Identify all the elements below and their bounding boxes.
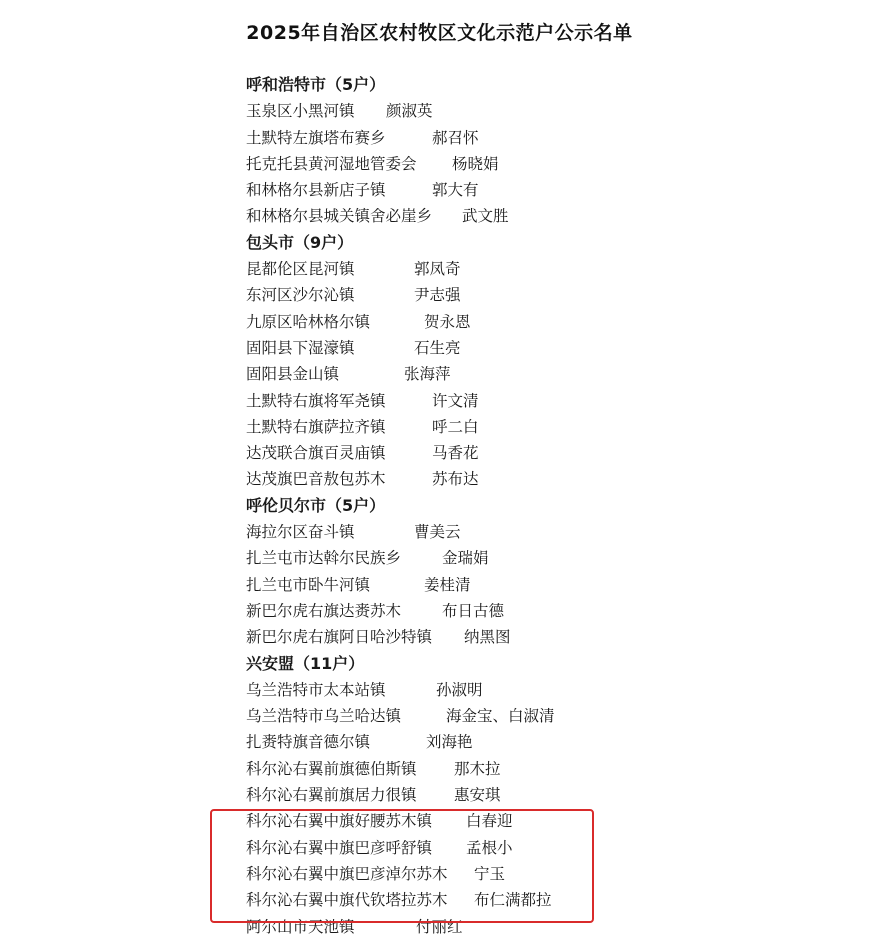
entry-person: 郭凤奇 <box>414 260 461 279</box>
entry-place: 科尔沁右翼前旗德伯斯镇 <box>246 759 417 778</box>
list-item <box>246 466 846 492</box>
list-item <box>246 598 846 624</box>
list-item <box>246 335 846 361</box>
entry-place: 达茂联合旗百灵庙镇 <box>246 444 386 463</box>
entry-place: 固阳县下湿濠镇 <box>246 338 355 357</box>
entry-person: 姜桂清 <box>424 575 471 594</box>
list-item <box>246 519 846 545</box>
entry-place: 扎兰屯市卧牛河镇 <box>246 575 371 594</box>
list-item <box>246 677 846 703</box>
entry-place: 科尔沁右翼前旗居力很镇 <box>246 786 417 805</box>
entry-place: 科尔沁右翼中旗巴彦淖尔苏木 <box>246 864 448 883</box>
entry-place: 东河区沙尔沁镇 <box>246 286 355 305</box>
section-heading-hulunbuir: 呼伦贝尔市（5户） <box>246 495 386 515</box>
entry-place: 新巴尔虎右旗达赉苏木 <box>246 601 402 620</box>
entry-person: 惠安琪 <box>454 786 501 805</box>
entry-person: 杨晓娟 <box>452 154 499 173</box>
list-item <box>246 782 846 808</box>
list-item <box>246 309 846 335</box>
list-item <box>246 440 846 466</box>
entry-person: 郝召怀 <box>432 128 479 147</box>
list-item <box>246 125 846 151</box>
entry-place: 扎兰屯市达斡尔民族乡 <box>246 549 402 568</box>
highlight-box <box>210 809 594 923</box>
entry-person: 曹美云 <box>414 523 461 542</box>
entry-place: 土默特右旗将军尧镇 <box>246 391 386 410</box>
document-title: 2025年自治区农村牧区文化示范户公示名单 <box>246 22 633 44</box>
entry-place: 科尔沁右翼中旗好腰苏木镇 <box>246 812 433 831</box>
entry-person: 宁玉 <box>474 864 506 883</box>
list-item <box>246 282 846 308</box>
entry-place: 九原区哈林格尔镇 <box>246 312 371 331</box>
entry-place: 玉泉区小黑河镇 <box>246 102 355 121</box>
entry-place: 扎赉特旗音德尔镇 <box>246 733 371 752</box>
entry-person: 马香花 <box>432 444 479 463</box>
entry-person: 海金宝、白淑清 <box>446 707 555 726</box>
entry-place: 新巴尔虎右旗阿日哈沙特镇 <box>246 628 433 647</box>
entry-place: 和林格尔县城关镇舍必崖乡 <box>246 207 433 226</box>
list-item <box>246 756 846 782</box>
entry-person: 孙淑明 <box>436 680 483 699</box>
entry-place: 乌兰浩特市乌兰哈达镇 <box>246 707 402 726</box>
entry-place: 固阳县金山镇 <box>246 365 340 384</box>
entry-person: 金瑞娟 <box>442 549 489 568</box>
entry-person: 孟根小 <box>466 838 513 857</box>
entry-place: 土默特左旗塔布赛乡 <box>246 128 386 147</box>
entry-person: 贺永恩 <box>424 312 471 331</box>
entry-person: 石生亮 <box>414 338 461 357</box>
entry-place: 土默特右旗萨拉齐镇 <box>246 417 386 436</box>
entry-person: 纳黑图 <box>464 628 511 647</box>
section-heading-xing-an: 兴安盟（11户） <box>246 653 365 673</box>
entry-person: 颜淑英 <box>386 102 433 121</box>
section-heading-baotou: 包头市（9户） <box>246 232 354 252</box>
entry-place: 科尔沁右翼中旗代钦塔拉苏木 <box>246 891 448 910</box>
entry-person: 白春迎 <box>466 812 513 831</box>
list-item <box>246 361 846 387</box>
list-item <box>246 151 846 177</box>
entry-person: 付丽红 <box>416 917 463 936</box>
list-item <box>246 177 846 203</box>
list-item <box>246 98 846 124</box>
entry-place: 昆都伦区昆河镇 <box>246 260 355 279</box>
entry-person: 尹志强 <box>414 286 461 305</box>
list-item <box>246 256 846 282</box>
list-item <box>246 545 846 571</box>
entry-person: 苏布达 <box>432 470 479 489</box>
entry-place: 乌兰浩特市太本站镇 <box>246 680 386 699</box>
list-item <box>246 624 846 650</box>
entry-person: 武文胜 <box>462 207 509 226</box>
list-item <box>246 703 846 729</box>
entry-place: 阿尔山市天池镇 <box>246 917 355 936</box>
entry-place: 达茂旗巴音敖包苏木 <box>246 470 386 489</box>
entry-person: 郭大有 <box>432 181 479 200</box>
entry-person: 张海萍 <box>404 365 451 384</box>
list-item <box>246 414 846 440</box>
entry-place: 科尔沁右翼中旗巴彦呼舒镇 <box>246 838 433 857</box>
list-item <box>246 388 846 414</box>
section-heading-hohhot: 呼和浩特市（5户） <box>246 75 386 94</box>
entry-place: 和林格尔县新店子镇 <box>246 181 386 200</box>
list-item <box>246 203 846 229</box>
entry-place: 海拉尔区奋斗镇 <box>246 523 355 542</box>
entry-person: 呼二白 <box>432 417 479 436</box>
entry-person: 那木拉 <box>454 759 501 778</box>
entry-person: 布仁满都拉 <box>474 891 552 910</box>
entry-place: 托克托县黄河湿地管委会 <box>246 154 417 173</box>
entry-person: 许文清 <box>432 391 479 410</box>
list-item <box>246 572 846 598</box>
entry-person: 布日古德 <box>442 601 505 620</box>
entry-person: 刘海艳 <box>426 733 473 752</box>
list-item <box>246 729 846 755</box>
